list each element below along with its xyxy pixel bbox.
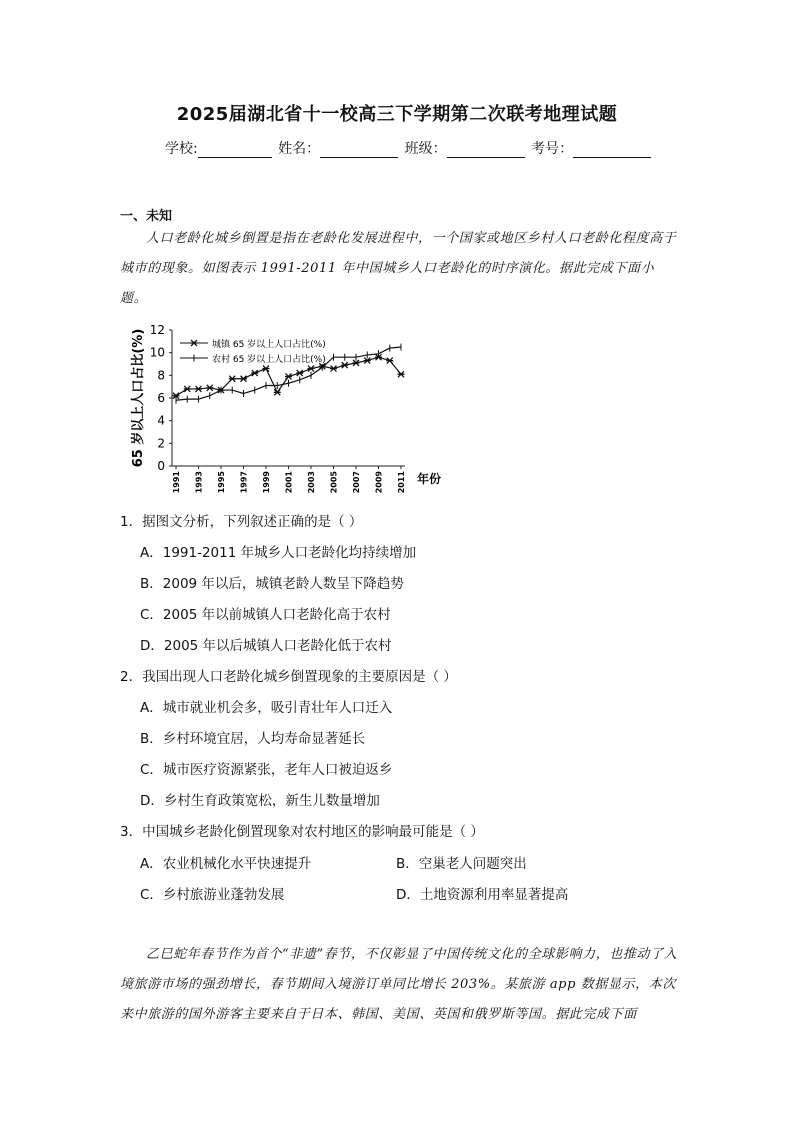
x-tick-label: 2007 [352, 471, 361, 494]
y-tick-label: 8 [157, 368, 165, 383]
q2-option-b[interactable]: B．乡村环境宜居，人均寿命显著延长 [140, 731, 366, 747]
data-point-urban [240, 376, 247, 382]
q3-option-b[interactable]: B．空巢老人问题突出 [396, 856, 527, 872]
q1-option-c[interactable]: C．2005 年以前城镇人口老龄化高于农村 [140, 607, 391, 623]
x-tick-label: 2001 [284, 471, 294, 494]
x-tick-label: 1995 [217, 471, 226, 494]
q3-option-a[interactable]: A．农业机械化水平快速提升 [140, 856, 312, 872]
x-axis-title: 年份 [417, 472, 442, 486]
data-point-urban [341, 362, 348, 368]
x-tick-label: 2005 [329, 471, 339, 494]
q2-option-a[interactable]: A．城市就业机会多，吸引青壮年人口迁入 [140, 700, 393, 716]
legend-label-urban: 城镇 65 岁以上人口占比(%) [212, 340, 326, 350]
q3-option-c[interactable]: C．乡村旅游业蓬勃发展 [140, 887, 285, 903]
aging-line-chart [120, 320, 460, 495]
y-tick-label: 0 [157, 459, 165, 473]
passage-1: 人口老龄化城乡倒置是指在老龄化发展进程中，一个国家或地区乡村人口老龄化程度高于城市的现象。如图表示 1991-2011 年中国城乡人口老龄化的时序演化。据此完成下面小题。 [120, 231, 677, 306]
data-point-urban [296, 370, 303, 376]
name-label: 姓名： [278, 141, 321, 157]
x-tick-label: 2011 [397, 471, 406, 494]
x-tick-label: 1991 [172, 471, 181, 494]
school-blank [198, 143, 272, 158]
x-tick-label: 2009 [374, 471, 384, 494]
number-label: 考号： [531, 141, 574, 157]
q2-option-c[interactable]: C．城市医疗资源紧张，老年人口被迫返乡 [140, 762, 393, 778]
data-point-urban [386, 358, 393, 364]
data-point-urban [195, 386, 202, 392]
data-point-urban [184, 386, 191, 392]
question-2-stem: 2．我国出现人口老龄化城乡倒置现象的主要原因是（ ） [120, 669, 457, 685]
data-point-urban [398, 371, 405, 377]
q1-option-b[interactable]: B．2009 年以后，城镇老龄人数呈下降趋势 [140, 576, 404, 592]
x-tick-label: 1997 [239, 471, 249, 494]
legend-label-rural: 农村 65 岁以上人口占比(%) [212, 355, 326, 365]
data-point-urban [364, 358, 371, 364]
number-blank [573, 143, 651, 158]
data-point-urban [353, 360, 360, 366]
x-tick-label: 1993 [194, 471, 204, 494]
q1-option-a[interactable]: A．1991-2011 年城乡人口老龄化均持续增加 [140, 545, 417, 561]
school-label: 学校: [165, 141, 198, 157]
student-info-line [165, 138, 653, 158]
page-title: 2025届湖北省十一校高三下学期第二次联考地理试题 [176, 104, 618, 125]
y-tick-label: 4 [157, 413, 165, 428]
q1-option-d[interactable]: D．2005 年以后城镇人口老龄化低于农村 [140, 638, 392, 654]
data-point-urban [229, 376, 236, 382]
question-3-stem: 3．中国城乡老龄化倒置现象对农村地区的影响最可能是（ ） [120, 824, 484, 840]
y-tick-label: 12 [149, 323, 165, 337]
data-point-urban [206, 385, 213, 391]
y-tick-label: 2 [157, 436, 165, 451]
y-tick-label: 6 [157, 391, 165, 405]
data-point-urban [308, 366, 315, 372]
data-point-urban [274, 389, 281, 395]
name-blank [320, 143, 398, 158]
y-tick-label: 10 [149, 345, 165, 360]
data-point-urban [285, 373, 292, 379]
data-point-urban [251, 370, 258, 376]
question-1-stem: 1．据图文分析，下列叙述正确的是（ ） [120, 514, 363, 530]
data-point-urban [330, 366, 337, 372]
data-point-urban [263, 366, 270, 372]
data-point-urban [191, 340, 198, 346]
passage-2: 乙巳蛇年春节作为首个“非遗”春节，不仅彰显了中国传统文化的全球影响力，也推动了入境旅游市场的强劲增长，春节期间入境游订单同比增长 203%。某旅游 app 数据显示，本次来中旅游的国外游客主要来自于日本、韩国、美国、英国和俄罗斯等国。据此完成下面 [120, 947, 678, 1022]
class-label: 班级： [404, 141, 447, 157]
class-blank [447, 143, 525, 158]
section-heading: 一、未知 [120, 209, 173, 224]
x-tick-label: 2003 [307, 471, 316, 494]
q2-option-d[interactable]: D．乡村生育政策宽松，新生儿数量增加 [140, 793, 380, 809]
x-tick-label: 1999 [262, 471, 271, 494]
y-axis-title: 65 岁以上人口占比(%) [131, 328, 146, 468]
q3-option-d[interactable]: D．土地资源利用率显著提高 [396, 887, 569, 903]
